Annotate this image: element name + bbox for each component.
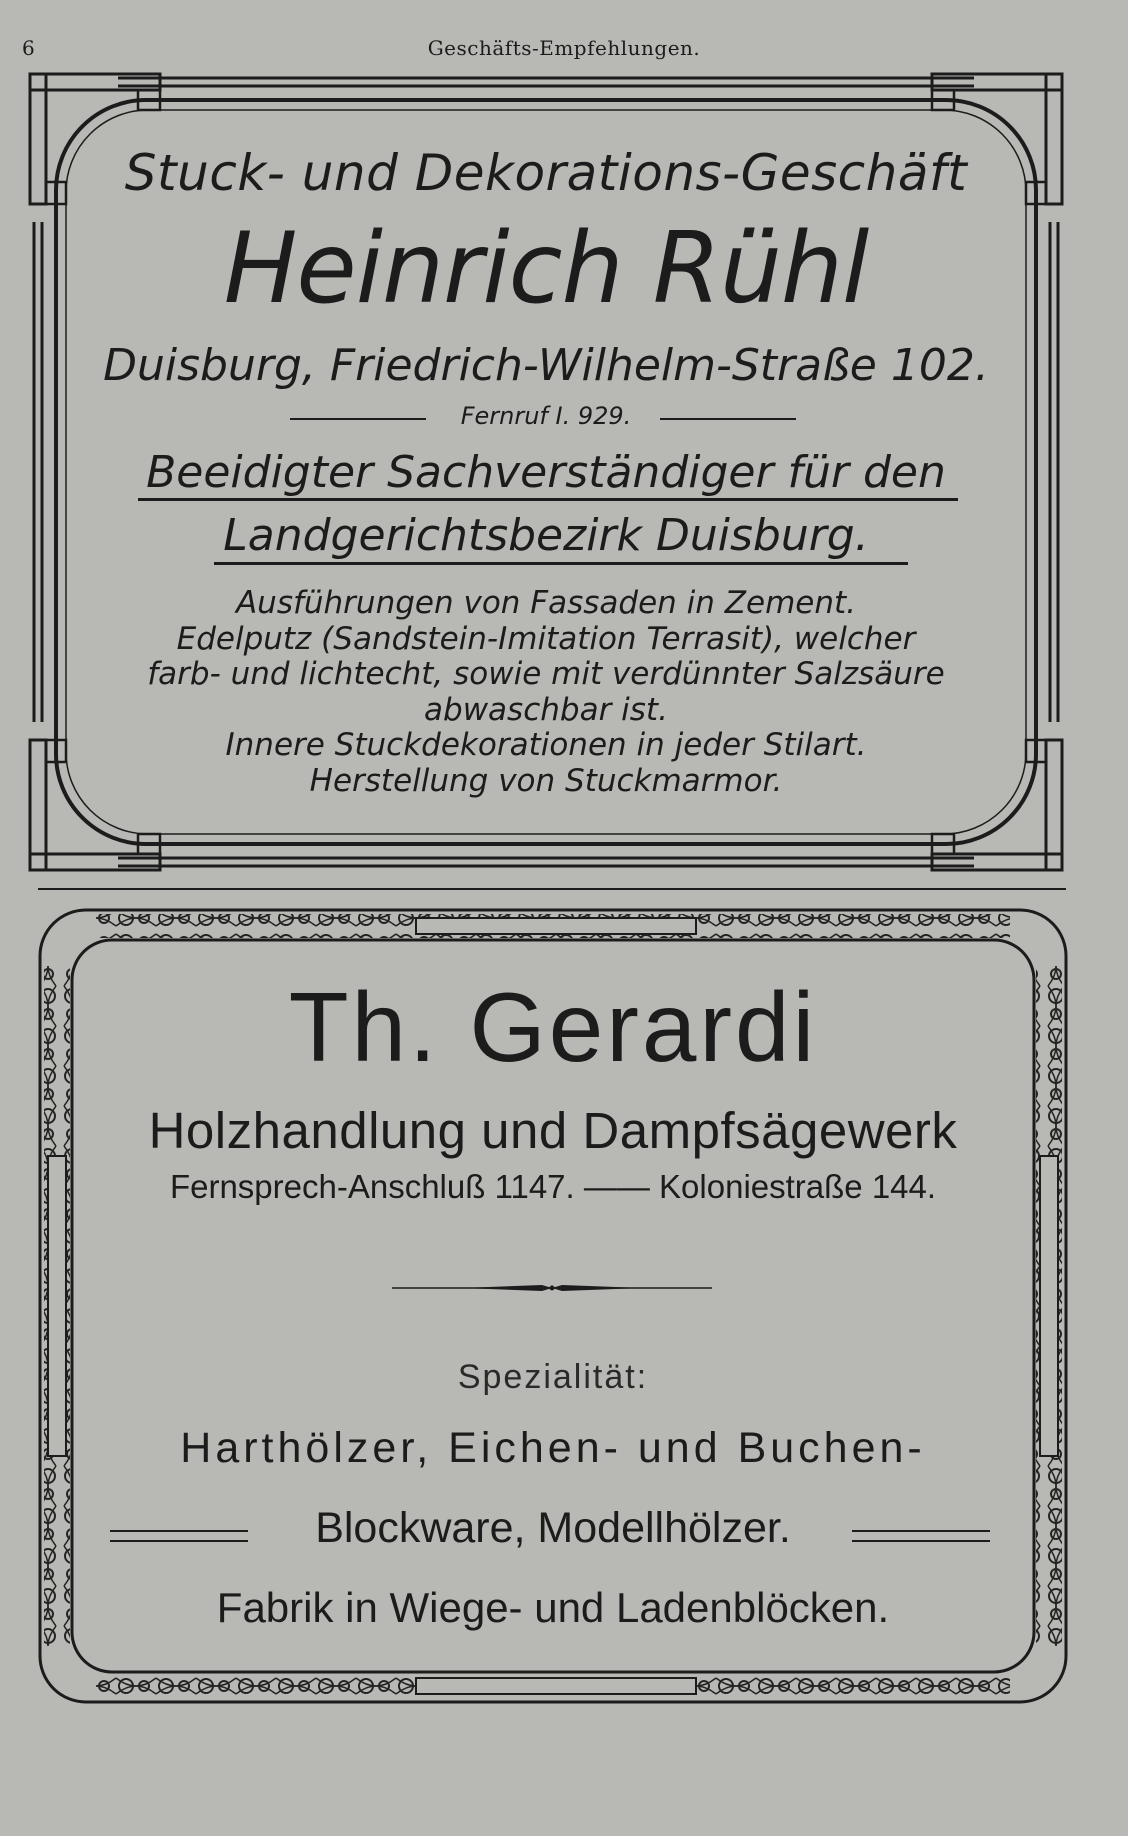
service-line: farb- und lichtecht, sowie mit verdünnter Salzsäure bbox=[147, 656, 945, 692]
phone-number: Fernruf I. 929. bbox=[460, 402, 632, 430]
service-line: abwaschbar ist. bbox=[424, 691, 668, 728]
specialty-label: Spezialität: bbox=[457, 1358, 649, 1396]
expert-line-1: Beeidigter Sachverständiger für den bbox=[146, 447, 946, 498]
business-name: Th. Gerardi bbox=[288, 972, 818, 1082]
phone-rule-right bbox=[660, 418, 796, 420]
contact-line: Fernsprech-Anschluß 1147. —— Koloniestraße 144. bbox=[169, 1168, 937, 1205]
products-line-1: Harthölzer, Eichen- und Buchen- bbox=[180, 1424, 926, 1472]
divider-ornament bbox=[392, 1280, 712, 1296]
services-description bbox=[28, 586, 1064, 799]
service-line: Ausführungen von Fassaden in Zement. bbox=[235, 585, 857, 621]
advertisement-separator bbox=[38, 888, 1066, 890]
expert-line-2: Landgerichtsbezirk Duisburg. bbox=[223, 510, 869, 561]
underline-2 bbox=[214, 562, 908, 565]
service-line: Herstellung von Stuckmarmor. bbox=[309, 762, 783, 799]
business-name: Heinrich Rühl bbox=[223, 212, 869, 326]
double-rule-right bbox=[852, 1530, 990, 1542]
page-number: 6 bbox=[22, 36, 35, 60]
products-line-2: Blockware, Modellhölzer. bbox=[315, 1504, 791, 1552]
products-line-3: Fabrik in Wiege- und Ladenblöcken. bbox=[216, 1584, 890, 1631]
underline-1 bbox=[138, 498, 958, 501]
service-line: Innere Stuckdekorationen in jeder Stilart. bbox=[225, 727, 867, 763]
service-line: Edelputz (Sandstein-Imitation Terrasit), welcher bbox=[176, 620, 916, 657]
business-type-heading: Stuck- und Dekorations-Geschäft bbox=[124, 144, 968, 202]
advertisement-gerardi bbox=[36, 906, 1070, 1706]
business-address: Duisburg, Friedrich-Wilhelm-Straße 102. bbox=[103, 340, 989, 391]
business-subtitle: Holzhandlung und Dampfsägewerk bbox=[148, 1102, 958, 1159]
running-title: Geschäfts-Empfehlungen. bbox=[427, 36, 701, 60]
advertisement-ruehl bbox=[28, 72, 1064, 872]
running-header bbox=[0, 36, 1128, 66]
